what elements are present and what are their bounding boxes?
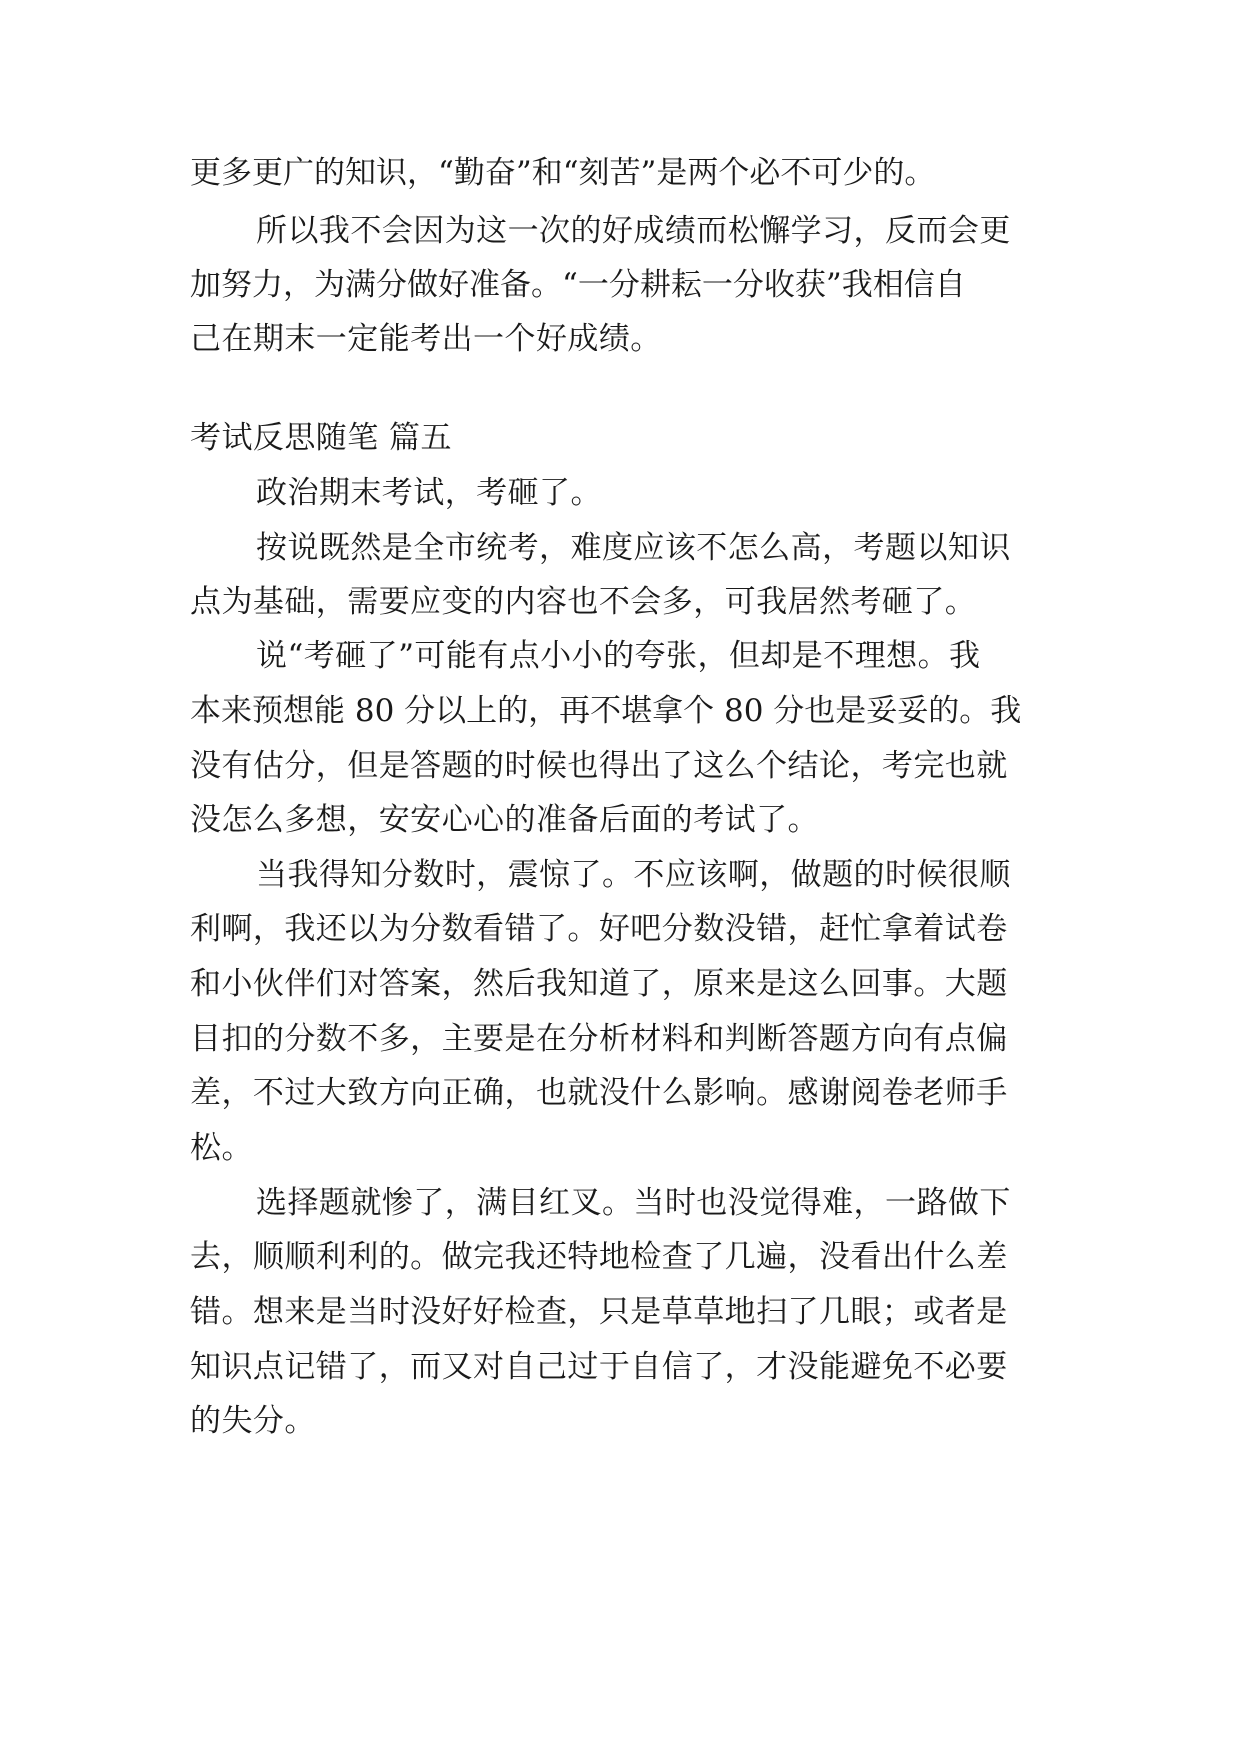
paragraph-line: 松。 <box>190 1130 253 1166</box>
paragraph-line: 错。想来是当时没好好检查，只是草草地扫了几眼；或者是 <box>190 1294 1008 1330</box>
paragraph-line: 利啊，我还以为分数看错了。好吧分数没错，赶忙拿着试卷 <box>190 911 1008 947</box>
paragraph-line: 按说既然是全市统考，难度应该不怎么高，考题以知识 <box>256 530 1011 566</box>
paragraph-line: 差，不过大致方向正确，也就没什么影响。感谢阅卷老师手 <box>190 1075 1008 1111</box>
paragraph-line: 知识点记错了，而又对自己过于自信了，才没能避免不必要 <box>190 1349 1008 1385</box>
paragraph-line: 本来预想能 80 分以上的，再不堪拿个 80 分也是妥妥的。我 <box>190 693 1022 729</box>
paragraph-line: 去，顺顺利利的。做完我还特地检查了几遍，没看出什么差 <box>190 1239 1008 1275</box>
continuation-line: 更多更广的知识，“勤奋”和“刻苦”是两个必不可少的。 <box>190 155 936 191</box>
paragraph-line: 没怎么多想，安安心心的准备后面的考试了。 <box>190 802 819 838</box>
paragraph-line: 政治期末考试，考砸了。 <box>256 475 602 511</box>
paragraph-line: 点为基础，需要应变的内容也不会多，可我居然考砸了。 <box>190 584 977 620</box>
closing-paragraph-line: 加努力，为满分做好准备。“一分耕耘一分收获”我相信自 <box>190 267 966 303</box>
paragraph-line: 目扣的分数不多，主要是在分析材料和判断答题方向有点偏 <box>190 1021 1008 1057</box>
paragraph-line: 没有估分，但是答题的时候也得出了这么个结论，考完也就 <box>190 748 1008 784</box>
paragraph-line: 当我得知分数时，震惊了。不应该啊，做题的时候很顺 <box>256 857 1011 893</box>
paragraph-line: 和小伙伴们对答案，然后我知道了，原来是这么回事。大题 <box>190 966 1008 1002</box>
paragraph-line: 的失分。 <box>190 1403 316 1439</box>
closing-paragraph-line: 所以我不会因为这一次的好成绩而松懈学习，反而会更 <box>256 213 1011 249</box>
section-title: 考试反思随笔 篇五 <box>190 420 452 456</box>
paragraph-line: 选择题就惨了，满目红叉。当时也没觉得难，一路做下 <box>256 1185 1011 1221</box>
paragraph-line: 说“考砸了”可能有点小小的夸张，但却是不理想。我 <box>256 638 981 674</box>
closing-paragraph-line: 己在期末一定能考出一个好成绩。 <box>190 321 662 357</box>
